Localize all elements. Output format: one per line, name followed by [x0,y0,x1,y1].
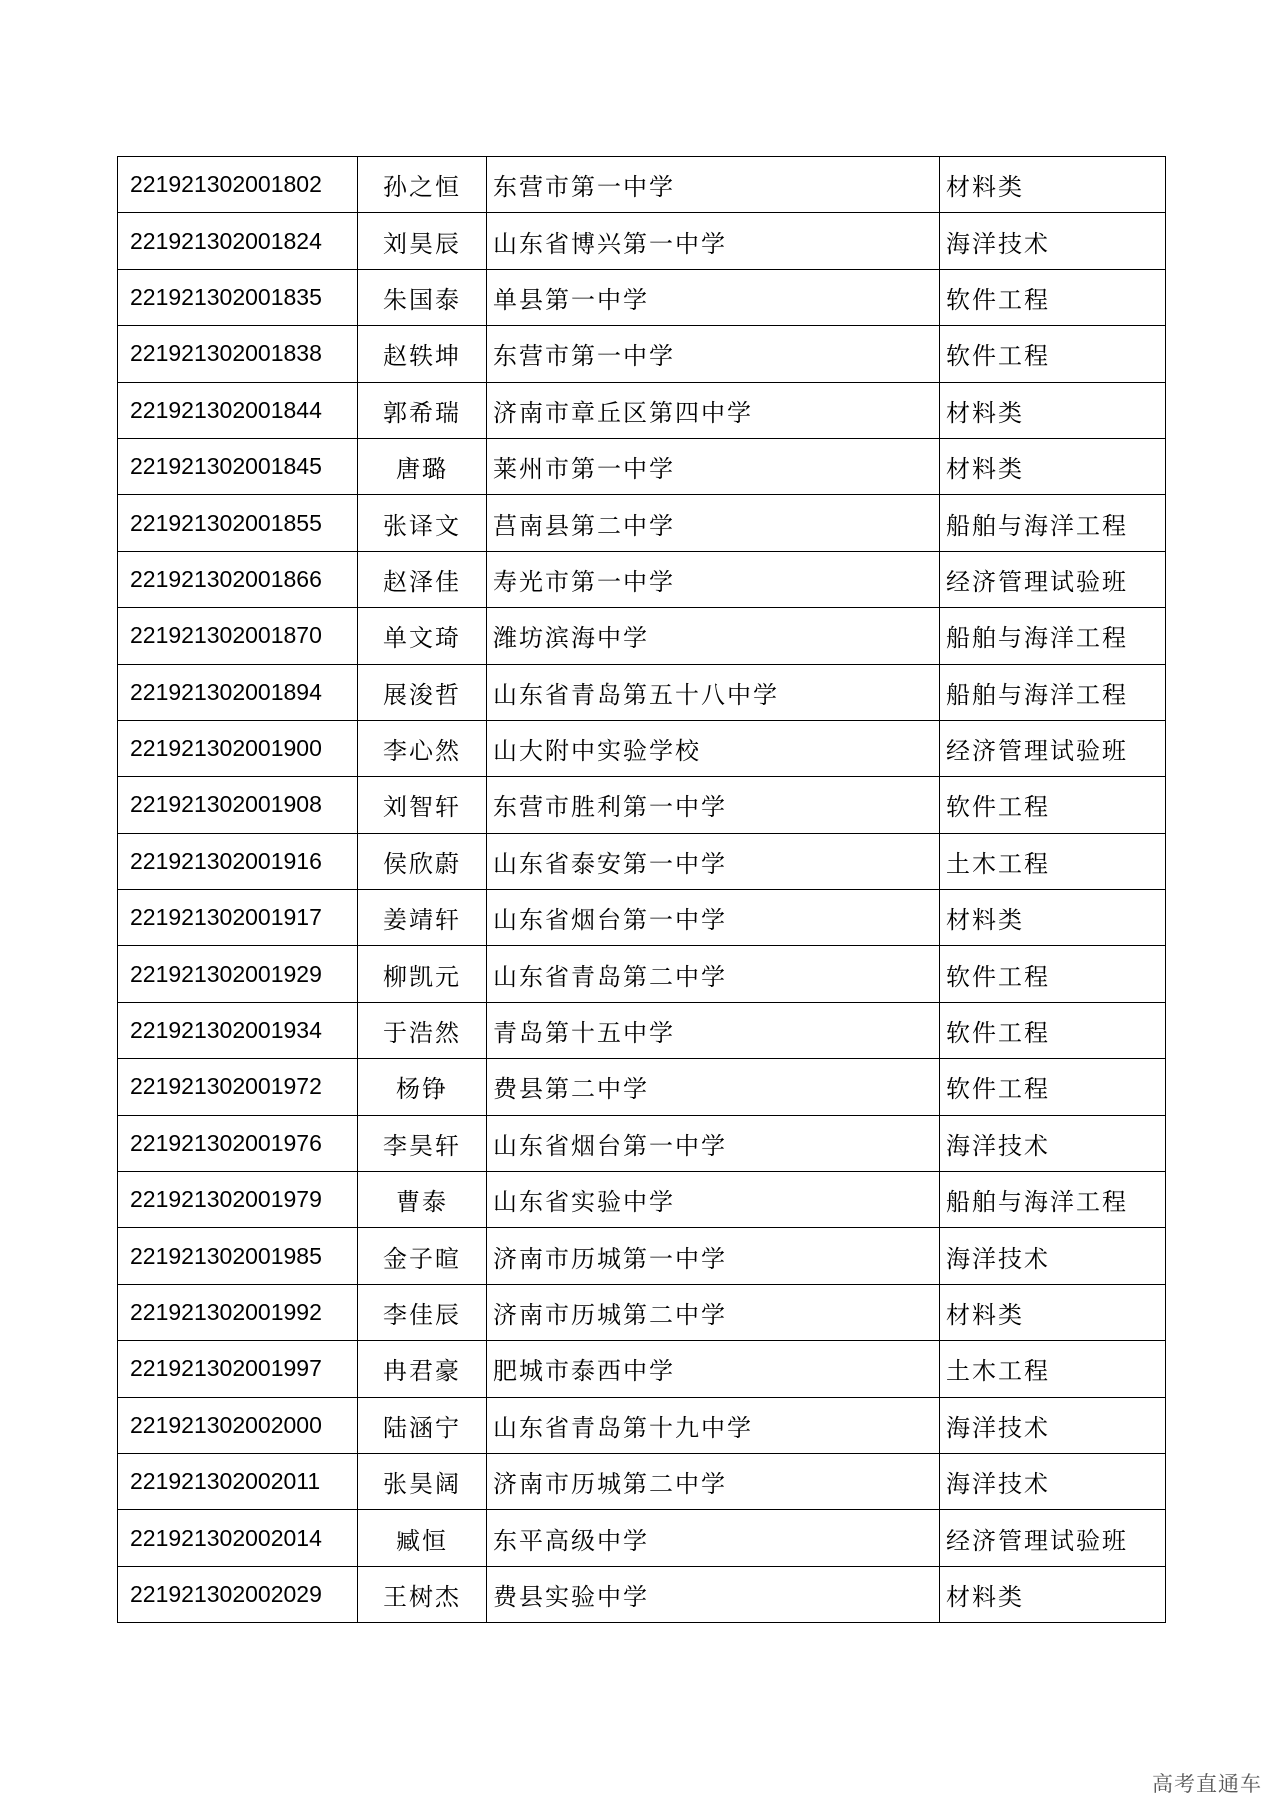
table-row [118,438,1166,494]
major-cell: 海洋技术 [940,1115,1166,1171]
student-name-cell: 王树杰 [358,1566,487,1622]
school-name-cell: 东营市第一中学 [487,157,940,213]
candidate-id-cell: 221921302001972 [118,1059,358,1115]
school-name-cell: 单县第一中学 [487,269,940,325]
school-name-cell: 山东省烟台第一中学 [487,1115,940,1171]
candidate-id-cell: 221921302001908 [118,777,358,833]
student-name-cell: 孙之恒 [358,157,487,213]
major-cell: 软件工程 [940,1059,1166,1115]
table-row [118,890,1166,946]
table-row [118,382,1166,438]
major-cell: 船舶与海洋工程 [940,664,1166,720]
school-name-cell: 山东省青岛第十九中学 [487,1397,940,1453]
school-name-cell: 莒南县第二中学 [487,495,940,551]
candidate-id-cell: 221921302001900 [118,720,358,776]
student-name-cell: 金子暄 [358,1228,487,1284]
student-name-cell: 陆涵宁 [358,1397,487,1453]
major-cell: 船舶与海洋工程 [940,608,1166,664]
candidate-id-cell: 221921302001894 [118,664,358,720]
student-name-cell: 李心然 [358,720,487,776]
school-name-cell: 山东省青岛第二中学 [487,946,940,1002]
candidate-id-cell: 221921302002011 [118,1453,358,1509]
school-name-cell: 莱州市第一中学 [487,438,940,494]
table-row [118,551,1166,607]
major-cell: 材料类 [940,1284,1166,1340]
table-row [118,1397,1166,1453]
school-name-cell: 山东省青岛第五十八中学 [487,664,940,720]
school-name-cell: 东平高级中学 [487,1510,940,1566]
candidate-id-cell: 221921302001997 [118,1341,358,1397]
student-name-cell: 赵泽佳 [358,551,487,607]
major-cell: 软件工程 [940,946,1166,1002]
student-name-cell: 刘昊辰 [358,213,487,269]
table-row [118,1002,1166,1058]
candidate-id-cell: 221921302002014 [118,1510,358,1566]
candidate-id-cell: 221921302001934 [118,1002,358,1058]
school-name-cell: 济南市历城第一中学 [487,1228,940,1284]
major-cell: 材料类 [940,438,1166,494]
major-cell: 经济管理试验班 [940,551,1166,607]
candidate-id-cell: 221921302001866 [118,551,358,607]
student-name-cell: 李昊轩 [358,1115,487,1171]
major-cell: 船舶与海洋工程 [940,1172,1166,1228]
table-row [118,720,1166,776]
table-row [118,946,1166,1002]
table-row [118,1172,1166,1228]
candidate-id-cell: 221921302001916 [118,833,358,889]
student-name-cell: 张昊阔 [358,1453,487,1509]
school-name-cell: 肥城市泰西中学 [487,1341,940,1397]
school-name-cell: 山东省烟台第一中学 [487,890,940,946]
table-row [118,833,1166,889]
major-cell: 软件工程 [940,269,1166,325]
school-name-cell: 山东省泰安第一中学 [487,833,940,889]
student-name-cell: 曹泰 [358,1172,487,1228]
major-cell: 海洋技术 [940,1228,1166,1284]
student-name-cell: 柳凯元 [358,946,487,1002]
candidate-id-cell: 221921302001802 [118,157,358,213]
student-name-cell: 郭希瑞 [358,382,487,438]
table-row [118,777,1166,833]
major-cell: 材料类 [940,157,1166,213]
major-cell: 经济管理试验班 [940,720,1166,776]
student-name-cell: 展浚哲 [358,664,487,720]
table-row [118,269,1166,325]
table-row [118,495,1166,551]
candidate-id-cell: 221921302001844 [118,382,358,438]
major-cell: 海洋技术 [940,1397,1166,1453]
candidate-id-cell: 221921302001985 [118,1228,358,1284]
student-name-cell: 赵轶坤 [358,326,487,382]
candidate-id-cell: 221921302001992 [118,1284,358,1340]
student-name-cell: 臧恒 [358,1510,487,1566]
candidate-id-cell: 221921302001824 [118,213,358,269]
table-row [118,157,1166,213]
student-name-cell: 侯欣蔚 [358,833,487,889]
candidate-id-cell: 221921302001917 [118,890,358,946]
table-row [118,1566,1166,1622]
student-name-cell: 于浩然 [358,1002,487,1058]
student-name-cell: 姜靖轩 [358,890,487,946]
candidate-id-cell: 221921302001870 [118,608,358,664]
candidate-id-cell: 221921302001979 [118,1172,358,1228]
table-row [118,1341,1166,1397]
school-name-cell: 济南市章丘区第四中学 [487,382,940,438]
student-name-cell: 唐璐 [358,438,487,494]
major-cell: 经济管理试验班 [940,1510,1166,1566]
table-row [118,608,1166,664]
school-name-cell: 潍坊滨海中学 [487,608,940,664]
candidate-id-cell: 221921302001835 [118,269,358,325]
student-name-cell: 单文琦 [358,608,487,664]
major-cell: 船舶与海洋工程 [940,495,1166,551]
table-row [118,664,1166,720]
school-name-cell: 山东省实验中学 [487,1172,940,1228]
major-cell: 材料类 [940,890,1166,946]
candidate-id-cell: 221921302001845 [118,438,358,494]
table-row [118,1510,1166,1566]
admission-roster-table [117,156,1166,1623]
school-name-cell: 东营市胜利第一中学 [487,777,940,833]
table-row [118,1115,1166,1171]
student-name-cell: 李佳辰 [358,1284,487,1340]
school-name-cell: 东营市第一中学 [487,326,940,382]
major-cell: 土木工程 [940,833,1166,889]
candidate-id-cell: 221921302001855 [118,495,358,551]
school-name-cell: 济南市历城第二中学 [487,1284,940,1340]
major-cell: 软件工程 [940,1002,1166,1058]
major-cell: 软件工程 [940,326,1166,382]
major-cell: 材料类 [940,1566,1166,1622]
student-name-cell: 刘智轩 [358,777,487,833]
candidate-id-cell: 221921302001976 [118,1115,358,1171]
candidate-id-cell: 221921302002029 [118,1566,358,1622]
roster-table-body [118,157,1166,1623]
major-cell: 土木工程 [940,1341,1166,1397]
school-name-cell: 山大附中实验学校 [487,720,940,776]
table-row [118,1059,1166,1115]
candidate-id-cell: 221921302002000 [118,1397,358,1453]
student-name-cell: 张译文 [358,495,487,551]
table-row [118,1453,1166,1509]
watermark: 高考直通车 [1152,1772,1262,1796]
school-name-cell: 济南市历城第二中学 [487,1453,940,1509]
major-cell: 材料类 [940,382,1166,438]
student-name-cell: 朱国泰 [358,269,487,325]
major-cell: 软件工程 [940,777,1166,833]
school-name-cell: 费县第二中学 [487,1059,940,1115]
student-name-cell: 冉君豪 [358,1341,487,1397]
school-name-cell: 青岛第十五中学 [487,1002,940,1058]
major-cell: 海洋技术 [940,1453,1166,1509]
table-row [118,213,1166,269]
student-name-cell: 杨铮 [358,1059,487,1115]
school-name-cell: 寿光市第一中学 [487,551,940,607]
major-cell: 海洋技术 [940,213,1166,269]
school-name-cell: 山东省博兴第一中学 [487,213,940,269]
table-row [118,326,1166,382]
table-row [118,1284,1166,1340]
candidate-id-cell: 221921302001838 [118,326,358,382]
table-row [118,1228,1166,1284]
candidate-id-cell: 221921302001929 [118,946,358,1002]
school-name-cell: 费县实验中学 [487,1566,940,1622]
